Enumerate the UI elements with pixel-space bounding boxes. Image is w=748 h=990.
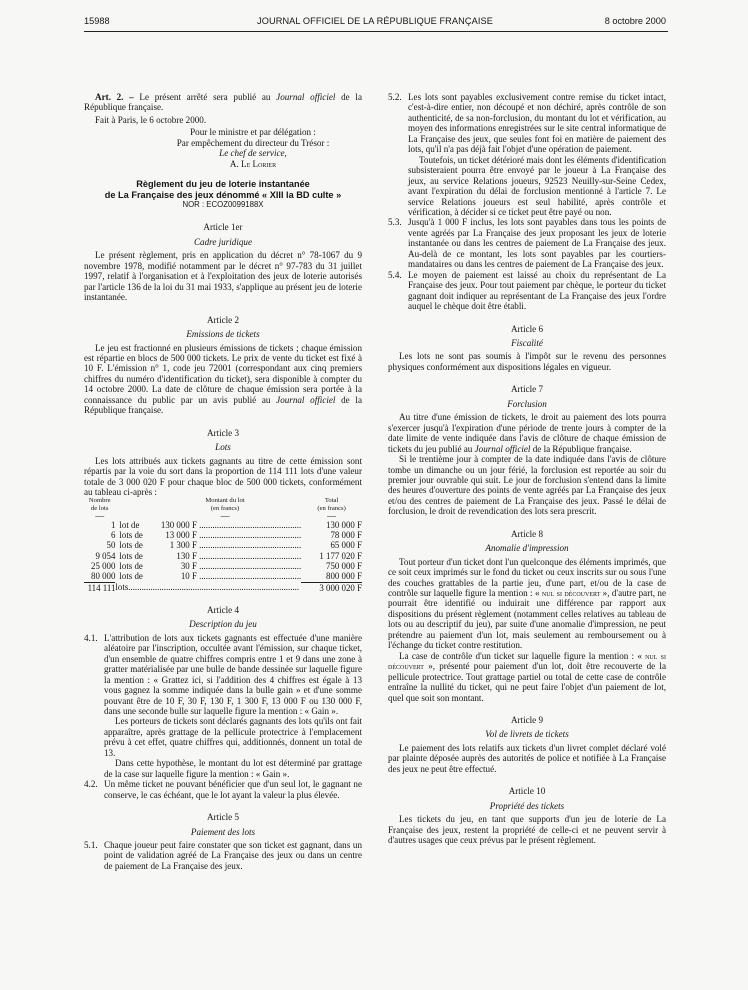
header-total-1: Total bbox=[324, 497, 339, 505]
prize-table-header bbox=[84, 497, 362, 511]
prize-table-row bbox=[84, 571, 362, 582]
journal-title: JOURNAL OFFICIEL DE LA RÉPUBLIQUE FRANÇAISE bbox=[257, 16, 493, 26]
article-8-p1-a: Tout porteur d'un ticket dont l'un quelconque des éléments imprimés, que ce soit ceux imprimés sur le fond du ticket ou ceux inscrits sur ou sous l'une des couches grattables de la partie jeu, d'une part, et/ou de la case de contrôle sur laquelle figure la mention : bbox=[388, 556, 666, 599]
rules-title-2: de La Française des jeux dénommé « XIII la BD culte » bbox=[104, 189, 342, 200]
header-montant-1: Montant du lot bbox=[205, 497, 245, 505]
article-8-title: Article 8 bbox=[510, 528, 544, 539]
item-5-4-p1: Le moyen de paiement est laissé au choix du représentant de La Française des jeux. Pour tout paiement par chèque, le porteur du ticket gagnant doit indiquer au représentant de La Française des jeux l'ordre auquel le chèque doit être établi. bbox=[408, 269, 666, 312]
lot-amount: 10 F bbox=[180, 571, 197, 582]
lot-count: 1 bbox=[110, 519, 116, 530]
lot-unit: lots de bbox=[119, 571, 143, 582]
rules-title-1: Règlement du jeu de loterie instantanée bbox=[136, 179, 310, 190]
prize-table-row bbox=[84, 530, 362, 540]
article-1-subtitle: Cadre juridique bbox=[193, 236, 252, 247]
art2-text-a: Le présent arrêté sera publié au bbox=[133, 92, 277, 102]
lot-amount: 30 F bbox=[180, 561, 197, 571]
article-3-subtitle: Lots bbox=[215, 442, 231, 453]
item-5-4-number: 5.4. bbox=[388, 269, 402, 280]
article-6-text: Les lots ne sont pas soumis à l'impôt sur le revenu des personnes physiques conformément aux dispositions légales en vigueur. bbox=[388, 351, 666, 372]
lot-amount: 130 000 F bbox=[160, 519, 197, 530]
article-1-text: Le présent règlement, pris en application du décret n° 78-1067 du 9 novembre 1978, modifié notamment par le décret n° 97-783 du 31 juillet 1997, relatif à l'organisation et à l'exploitation des jeux de loterie autorisés par l'article 136 de la loi du 31 mai 1933, s'applique au présent jeu de loterie instantanée. bbox=[84, 250, 362, 303]
article-8-subtitle: Anomalie d'impression bbox=[485, 543, 569, 554]
item-5-1-p1: Chaque joueur peut faire constater que son ticket est gagnant, dans un point de validation agréé de La Française des jeux ou dans un centre de paiement de La Française des jeux. bbox=[104, 839, 362, 871]
lot-unit: lots de bbox=[119, 530, 143, 541]
article-7-p1-a: Au titre d'une émission de tickets, le droit au paiement des lots pourra s'exercer jusqu'à l'expiration d'une période de trente jours à compter de la date limite de vente indiquée dans l'avis de clôture de chaque émission de tickets du jeu publié au bbox=[388, 412, 666, 454]
right-column bbox=[388, 92, 666, 846]
lot-unit: lots de bbox=[119, 540, 143, 551]
lot-count: 80 000 bbox=[84, 571, 115, 582]
header-rule bbox=[84, 31, 668, 32]
prize-table-row bbox=[84, 561, 362, 571]
article-8-p1-b: , d'autre part, ne pourrait être identifié ou induirait une différence par rapport aux dispositions du présent règlement (notamment celles relatives au tableau de lots ou au descriptif du jeu), par suite d'une anomalie d'impression, ne peut prétendre au paiement d'un lot, mais seulement au remboursement ou à l'échange du ticket contre restitution. bbox=[388, 588, 667, 651]
article-7-p2: Si le trentième jour à compter de la date indiquée dans l'avis de clôture tombe un dimanche ou un jour férié, la forclusion est reportée au soir du premier jour ouvrable qui suit. Le jour de forclusion s'entend dans la limite des heures d'ouverture des points de vente agréés par La Française des jeux et/ou des centres de paiement de La Française des jeux. Passé le délai de forclusion, le droit de revendication des lots sera prescrit. bbox=[388, 454, 666, 517]
header-total-2: (en francs) bbox=[317, 504, 346, 512]
signature-line-3: Le chef de service, bbox=[219, 148, 287, 159]
article-2-title: Article 2 bbox=[206, 314, 240, 325]
article-4-title: Article 4 bbox=[206, 604, 240, 615]
item-5-2-number: 5.2. bbox=[388, 92, 402, 102]
article-5-title: Article 5 bbox=[206, 812, 240, 823]
item-4-2 bbox=[84, 779, 362, 800]
article-2-subtitle: Emissions de tickets bbox=[186, 329, 260, 340]
lot-count: 50 bbox=[106, 540, 116, 551]
article-4-subtitle: Description du jeu bbox=[189, 619, 257, 630]
item-5-2-p1: Les lots sont payables exclusivement contre remise du ticket intact, c'est-à-dire entier, non découpé et non déchiré, après contrôle de son authenticité, de sa non-forclusion, du montant du lot et vérification, au moyen des informations enregistrées sur le site central informatique de La Française des jeux, que seules font foi en matière de paiement des lots, qu'il n'a pas déjà fait l'objet d'une opération de paiement. bbox=[408, 92, 666, 155]
item-4-1-p1: L'attribution de lots aux tickets gagnants est effectuée d'une manière aléatoire par l'inscription, occultée avant l'émission, sur chaque ticket, d'un ensemble de quatre chiffres compris entre 1 et 9 dans une zone à gratter matérialisée par une bulle de bande dessinée sur laquelle figure la mention : « Grattez ici, si l'addition des 4 chiffres est égale à 13 vous gagnez la somme indiquée dans la bulle gain » et d'une somme pouvant être de 10 F, 30 F, 130 F, 1 300 F, 13 000 F ou 130 000 F, dans une seconde bulle sur laquelle figure la mention : « Gain ». bbox=[104, 632, 362, 716]
article-8-p2-a: La case de contrôle d'un ticket sur laquelle figure la mention : bbox=[399, 650, 638, 661]
lot-unit: lots de bbox=[119, 550, 143, 561]
article-2-text-a: Le jeu est fractionné en plusieurs émissions de tickets ; chaque émission est répartie en blocs de 500 000 tickets. Le prix de vente du ticket est fixé à 10 F. L'émission n° 1, code jeu 72001 (correspondant aux cinq premiers chiffres du numéro d'identification du ticket), sera disponible à compter du 14 octobre 2000. La date de clôture de chaque émission sera portée à la connaissance du public par un avis publié au bbox=[84, 342, 362, 405]
article-10-title: Article 10 bbox=[508, 786, 546, 797]
item-4-1-p3: Dans cette hypothèse, le montant du lot est déterminé par grattage de la case sur laquelle figure la mention : « Gain ». bbox=[104, 758, 362, 779]
left-column bbox=[84, 92, 362, 871]
art2-text-b: de la République française. bbox=[84, 92, 362, 113]
header-total bbox=[301, 497, 362, 511]
article-7-subtitle: Forclusion bbox=[507, 398, 547, 409]
article-8-p1 bbox=[388, 557, 666, 651]
fait-line: Fait à Paris, le 6 octobre 2000. bbox=[95, 114, 207, 125]
total-unit-cell: lots............................................................................. bbox=[115, 582, 300, 593]
signature-line-1: Pour le ministre et par délégation : bbox=[190, 127, 316, 138]
article-6-subtitle: Fiscalité bbox=[511, 337, 543, 348]
lot-amount-cell: 1 300 F .............................................. bbox=[149, 540, 301, 550]
article-7-p1-b: de la République française. bbox=[530, 443, 632, 454]
item-5-3-p1: Jusqu'à 1 000 F inclus, les lots sont payables dans tous les points de vente agréés par La Française des jeux proposant les jeux de loterie instantanée ou dans les centres de paiement de La Française des jeux. Au-delà de ce montant, les lots sont payables par les courtiers-mandataires ou dans les centres de paiement de La Française des jeux. bbox=[408, 217, 666, 270]
lot-total: 750 000 F bbox=[326, 561, 362, 571]
article-9-subtitle: Vol de livrets de tickets bbox=[485, 729, 569, 740]
lot-count: 25 000 bbox=[91, 561, 116, 571]
item-5-4 bbox=[388, 270, 666, 312]
article-6-title: Article 6 bbox=[510, 323, 544, 334]
article-10-text: Les tickets du jeu, en tant que supports d'un jeu de loterie de La Française des jeux, restent la propriété de celle-ci et ne peuvent servir à d'autres usages que ceux prévus par le présent règlement. bbox=[388, 814, 666, 846]
item-5-2 bbox=[388, 92, 666, 217]
header-nombre-1: Nombre bbox=[88, 497, 111, 505]
article-2-text-b: de la République française. bbox=[84, 394, 362, 416]
header-montant bbox=[149, 497, 301, 511]
lot-total: 1 177 020 F bbox=[319, 550, 362, 561]
lot-amount: 1 300 F bbox=[169, 540, 197, 551]
lot-amount: 130 F bbox=[176, 550, 197, 561]
item-5-1-number: 5.1. bbox=[84, 839, 98, 850]
lot-amount-cell: 130 F .............................................. bbox=[149, 551, 301, 561]
lot-total: 800 000 F bbox=[301, 571, 362, 582]
signature-surname: Le Lorier bbox=[241, 158, 277, 169]
article-3-title: Article 3 bbox=[206, 427, 240, 438]
nor-reference: NOR : ECOZ0099188X bbox=[182, 199, 264, 209]
item-4-1-p2: Les porteurs de tickets sont déclarés gagnants des lots qu'ils ont fait apparaître, après grattage de la pellicule protectrice à l'emplacement prévu à cet effet, quatre chiffres qui, additionnés, donnent un total de 13. bbox=[104, 716, 362, 758]
item-4-1-number: 4.1. bbox=[84, 632, 98, 643]
signature-name bbox=[144, 159, 362, 169]
lot-amount-cell: 10 F .............................................. bbox=[149, 571, 301, 582]
item-4-1 bbox=[84, 633, 362, 779]
article-7-jo: Journal officiel bbox=[474, 443, 531, 454]
dash-montant: — bbox=[220, 510, 230, 521]
lot-total: 130 000 F bbox=[326, 519, 362, 530]
header-nombre-2: de lots bbox=[91, 504, 109, 512]
total-value: 3 000 020 F bbox=[319, 582, 362, 593]
article-8-p2-nsd: « nul si découvert » bbox=[388, 650, 666, 672]
article-8-p2 bbox=[388, 651, 666, 703]
art2-paragraph bbox=[84, 92, 362, 113]
article-1-title: Article 1er bbox=[203, 222, 243, 233]
article-7-title: Article 7 bbox=[510, 384, 544, 395]
prize-table-total-row bbox=[84, 582, 362, 593]
article-9-title: Article 9 bbox=[510, 715, 544, 726]
lot-amount-cell: 130 000 F .............................................. bbox=[149, 520, 301, 530]
item-5-2-p2: Toutefois, un ticket détérioré mais dont les éléments d'identification subsisteraient pourra être envoyé par le joueur à La Française des jeux, au service Relations joueurs, 92523 Neuilly-sur-Seine Cedex, avant l'expiration du délai de forclusion mentionné à l'article 7. Le service Relations joueurs est seul habilité, après contrôle et vérification, à décider si ce ticket peut être payé ou non. bbox=[408, 154, 666, 217]
item-4-2-number: 4.2. bbox=[84, 779, 98, 790]
lot-amount-cell: 13 000 F .............................................. bbox=[149, 530, 301, 540]
prize-table-dashes bbox=[84, 512, 362, 520]
lot-amount: 13 000 F bbox=[165, 530, 197, 541]
lot-count: 6 bbox=[110, 530, 116, 541]
article-8-nsd: « nul si découvert » bbox=[534, 588, 608, 599]
article-2-jo: Journal officiel bbox=[276, 394, 336, 405]
lot-total: 78 000 F bbox=[330, 530, 362, 541]
prize-table bbox=[84, 497, 362, 592]
total-unit: lots bbox=[115, 582, 129, 593]
signature-initial: A. bbox=[229, 158, 242, 169]
lot-amount-cell: 30 F .............................................. bbox=[149, 561, 301, 571]
article-9-text: Le paiement des lots relatifs aux tickets d'un livret complet déclaré volé par plainte déposée auprès des autorités de police et notifiée à La Française des jeux ne peut être effectué. bbox=[388, 742, 666, 774]
art2-jo: Journal officiel bbox=[276, 92, 336, 102]
item-4-2-p1: Un même ticket ne pouvant bénéficier que d'un seul lot, le gagnant ne conserve, le cas échéant, que le lot ayant la valeur la plus élevée. bbox=[104, 779, 362, 800]
article-3-text: Les lots attribués aux tickets gagnants au titre de cette émission sont répartis par la voie du sort dans la proportion de 114 111 lots d'une valeur totale de 3 000 020 F pour chaque bloc de 500 000 tickets, conformément au tableau ci-après : bbox=[84, 455, 362, 497]
header-nombre bbox=[84, 497, 115, 511]
prize-table-row bbox=[84, 551, 362, 561]
signature-block bbox=[84, 127, 362, 169]
lot-unit: lots de bbox=[119, 561, 143, 571]
dash-total: — bbox=[327, 510, 337, 521]
signature-line-2: Par empêchement du directeur du Trésor : bbox=[176, 137, 330, 148]
lot-total: 65 000 F bbox=[330, 540, 362, 551]
item-5-3-number: 5.3. bbox=[388, 217, 402, 228]
article-8-p2-b: , présenté pour paiement d'un lot, doit être recouverte de la pellicule protectrice. Tout grattage partiel ou total de cette case de contrôle entraîne la nullité du ticket, qui ne peut faire l'objet d'un paiement de lot, quel que soit son montant. bbox=[388, 661, 666, 703]
lot-unit: lot de bbox=[119, 519, 140, 530]
header-montant-2: (en francs) bbox=[210, 504, 240, 512]
article-5-subtitle: Paiement des lots bbox=[190, 826, 256, 837]
total-count: 114 111 bbox=[87, 582, 116, 593]
prize-table-row bbox=[84, 520, 362, 530]
prize-table-row bbox=[84, 540, 362, 550]
issue-date: 8 octobre 2000 bbox=[604, 16, 666, 26]
page-number: 15988 bbox=[84, 16, 110, 26]
dash-nombre: — bbox=[95, 510, 105, 521]
article-10-subtitle: Propriété des tickets bbox=[489, 800, 565, 811]
lot-count: 9 054 bbox=[95, 550, 116, 561]
art2-label: Art. 2. – bbox=[95, 92, 134, 102]
page-header bbox=[84, 16, 666, 30]
article-7-p1 bbox=[388, 412, 666, 454]
article-2-text bbox=[84, 343, 362, 416]
item-5-1 bbox=[84, 840, 362, 871]
item-5-3 bbox=[388, 217, 666, 269]
